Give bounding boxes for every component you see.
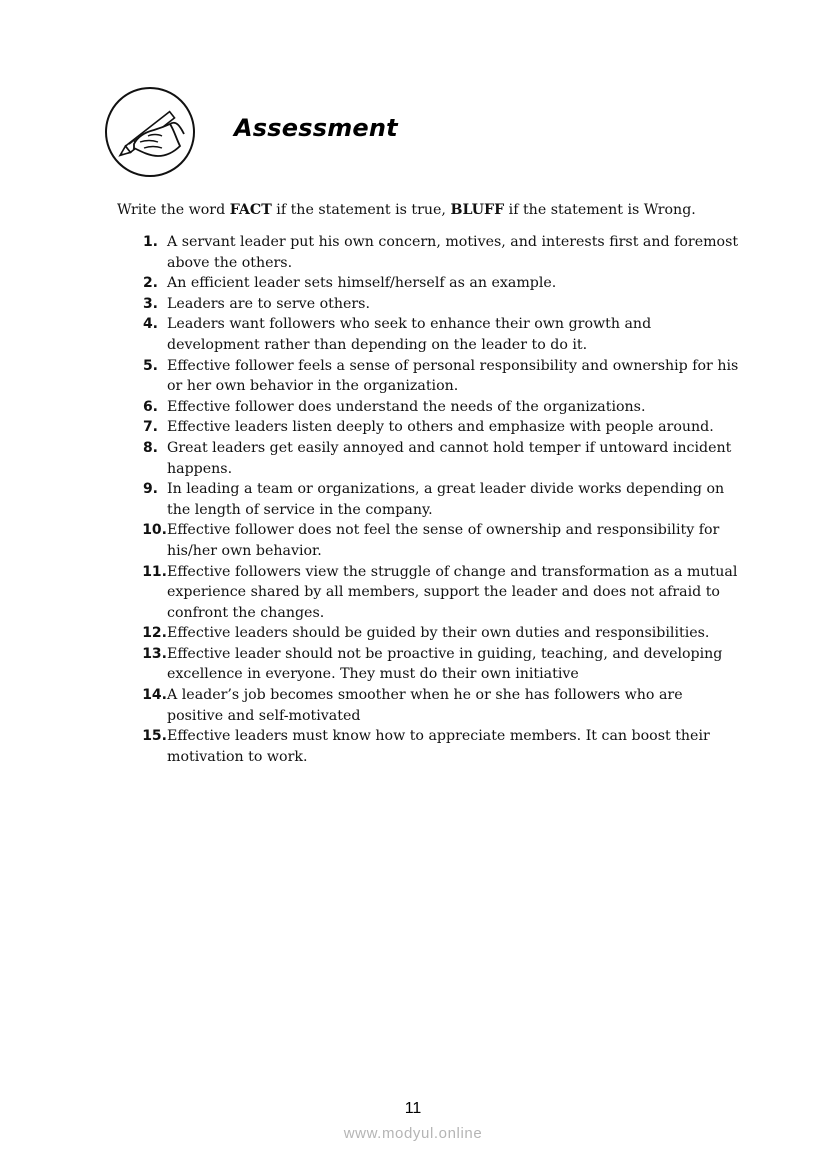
item-number: 4. — [142, 316, 158, 333]
instructions-post: if the statement is Wrong. — [504, 202, 696, 218]
list-item — [141, 232, 741, 273]
item-number: 1. — [142, 234, 158, 250]
list-item — [141, 562, 741, 624]
list-item — [141, 685, 741, 726]
list-item — [141, 356, 741, 397]
item-text: Leaders are to serve others. — [167, 295, 370, 312]
item-text: In leading a team or organizations, a great leader divide works depending on the length of service in the company. — [167, 481, 725, 518]
page-title: Assessment — [234, 114, 398, 142]
item-number: 6. — [142, 398, 158, 415]
item-number: 15. — [142, 728, 167, 745]
list-item — [141, 314, 741, 355]
bluff-keyword: BLUFF — [450, 202, 505, 218]
item-text: Effective follower does understand the needs of the organizations. — [167, 398, 646, 415]
watermark: www.modyul.online — [343, 1125, 483, 1142]
list-item — [141, 438, 741, 479]
list-item — [141, 479, 741, 520]
item-text: Effective leaders must know how to appreciate members. It can boost their motivation to work. — [167, 728, 710, 765]
item-text: Leaders want followers who seek to enhance their own growth and development rather than depending on the leader to do it. — [167, 316, 652, 353]
instructions-mid: if the statement is true, — [271, 202, 451, 218]
writing-hand-icon — [104, 86, 196, 178]
list-item — [141, 726, 741, 767]
item-text: Effective follower does not feel the sense of ownership and responsibility for his/her own behavior. — [167, 522, 720, 559]
item-text: A servant leader put his own concern, motives, and interests first and foremost above the others. — [167, 234, 739, 271]
item-number: 12. — [142, 625, 167, 642]
item-number: 14. — [142, 687, 167, 704]
item-number: 11. — [142, 563, 167, 580]
item-text: Effective follower feels a sense of personal responsibility and ownership for his or her own behavior in the organization. — [167, 357, 739, 395]
item-number: 10. — [142, 522, 167, 539]
item-number: 8. — [142, 439, 158, 456]
instructions-pre: Write the word — [117, 202, 230, 218]
list-item — [141, 520, 741, 561]
page-number: 11 — [404, 1100, 422, 1117]
item-number: 5. — [142, 357, 158, 374]
item-text: An efficient leader sets himself/herself as an example. — [167, 275, 557, 292]
item-text: Effective followers view the struggle of change and transformation as a mutual experience shared by all members, support the leader and does not afraid to confront the changes. — [167, 563, 738, 621]
item-text: Effective leaders listen deeply to others and emphasize with people around. — [167, 419, 714, 436]
assessment-items — [141, 232, 741, 767]
list-item — [141, 417, 741, 438]
item-number: 13. — [142, 645, 167, 662]
item-text: A leader’s job becomes smoother when he or she has followers who are positive and self-motivated — [167, 687, 683, 724]
item-number: 9. — [142, 481, 158, 498]
item-text: Effective leaders should be guided by their own duties and responsibilities. — [167, 625, 710, 642]
list-item — [141, 644, 741, 685]
item-number: 3. — [142, 295, 158, 312]
instructions — [117, 202, 696, 218]
fact-keyword: FACT — [229, 202, 272, 218]
list-item — [141, 397, 741, 418]
list-item — [141, 294, 741, 315]
list-item — [141, 623, 741, 644]
item-number: 2. — [142, 275, 158, 292]
item-text: Great leaders get easily annoyed and cannot hold temper if untoward incident happens. — [167, 439, 732, 477]
item-number: 7. — [142, 419, 158, 436]
item-text: Effective leader should not be proactive in guiding, teaching, and developing excellence in everyone. They must do their own initiative — [167, 645, 723, 683]
list-item — [141, 273, 741, 294]
